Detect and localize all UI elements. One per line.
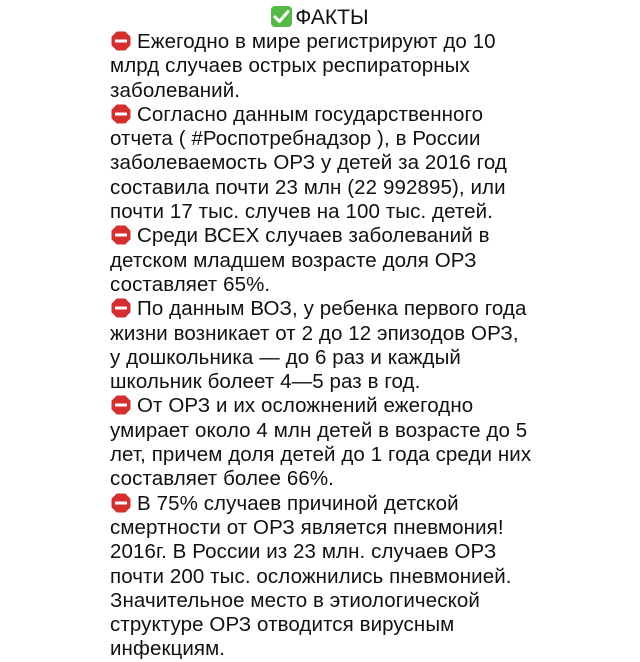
- fact-text: почти 17 тыс. случев на 100 тыс. детей.: [110, 200, 494, 224]
- fact-text: Согласно данным государственного: [137, 102, 484, 126]
- fact-line: [110, 54, 630, 78]
- fact-text: умирает около 4 млн детей в возрасте до 5: [110, 418, 528, 442]
- fact-item: [110, 297, 630, 394]
- stop-sign-icon: [110, 224, 132, 246]
- fact-line: [110, 467, 630, 491]
- fact-text: заболеваний.: [110, 78, 241, 102]
- fact-line: [110, 297, 630, 321]
- fact-item: [110, 394, 630, 491]
- fact-text: От ОРЗ и их осложнений ежегодно: [137, 394, 474, 418]
- fact-item: [110, 224, 630, 297]
- fact-text: заболеваемость ОРЗ у детей за 2016 год: [110, 151, 507, 175]
- fact-text: детском младшем возрасте доля ОРЗ: [110, 248, 477, 272]
- fact-line: [110, 419, 630, 443]
- fact-line: [110, 370, 630, 394]
- stop-sign-icon: [110, 297, 132, 319]
- fact-text: структуре ОРЗ отводится вирусным: [110, 613, 455, 637]
- fact-text: В 75% случаев причиной детской: [137, 491, 459, 515]
- fact-line: [110, 30, 630, 54]
- stop-sign-icon: [110, 492, 132, 514]
- fact-text: школьник болеет 4—5 раз в год.: [110, 370, 421, 394]
- fact-line: [110, 492, 630, 516]
- page-title: ФАКТЫ: [295, 6, 369, 29]
- fact-text: смертности от ОРЗ является пневмония!: [110, 515, 504, 539]
- fact-line: [110, 589, 630, 613]
- fact-line: [110, 103, 630, 127]
- fact-line: [110, 565, 630, 589]
- fact-text: По данным ВОЗ, у ребенка первого года: [137, 297, 527, 321]
- fact-text: составила почти 23 млн (22 992895), или: [110, 175, 506, 199]
- fact-line: [110, 79, 630, 103]
- fact-text: млрд случаев острых респираторных: [110, 54, 470, 78]
- fact-line: [110, 394, 630, 418]
- fact-line: [110, 200, 630, 224]
- fact-item: [110, 103, 630, 224]
- fact-text: у дошкольника — до 6 раз и каждый: [110, 345, 461, 369]
- fact-text: 2016г. В России из 23 млн. случаев ОРЗ: [110, 540, 497, 564]
- fact-line: [110, 249, 630, 273]
- fact-line: [110, 322, 630, 346]
- check-mark-icon: [271, 6, 292, 27]
- fact-line: [110, 637, 630, 661]
- title-row: [0, 6, 640, 30]
- fact-line: [110, 613, 630, 637]
- facts-list: [110, 30, 630, 662]
- fact-text: Ежегодно в мире регистрируют до 10: [137, 30, 496, 53]
- fact-text: жизни возникает от 2 до 12 эпизодов ОРЗ,: [110, 321, 519, 345]
- fact-line: [110, 176, 630, 200]
- fact-line: [110, 127, 630, 151]
- fact-text: почти 200 тыс. осложнились пневмонией.: [110, 564, 512, 588]
- fact-line: [110, 224, 630, 248]
- stop-sign-icon: [110, 394, 132, 416]
- stop-sign-icon: [110, 30, 132, 52]
- fact-text: инфекциям.: [110, 637, 226, 661]
- fact-line: [110, 516, 630, 540]
- fact-item: [110, 30, 630, 103]
- fact-line: [110, 346, 630, 370]
- fact-text: Значительное место в этиологической: [110, 588, 480, 612]
- fact-text: Среди ВСЕХ случаев заболеваний в: [137, 224, 490, 248]
- fact-text: лет, причем доля детей до 1 года среди них: [110, 443, 532, 467]
- fact-line: [110, 540, 630, 564]
- fact-line: [110, 151, 630, 175]
- fact-item: [110, 492, 630, 662]
- fact-line: [110, 273, 630, 297]
- stop-sign-icon: [110, 103, 132, 125]
- fact-line: [110, 443, 630, 467]
- fact-text: отчета ( #Роспотребнадзор ), в России: [110, 127, 481, 151]
- fact-text: составляет 65%.: [110, 272, 271, 296]
- fact-text: составляет более 66%.: [110, 467, 334, 491]
